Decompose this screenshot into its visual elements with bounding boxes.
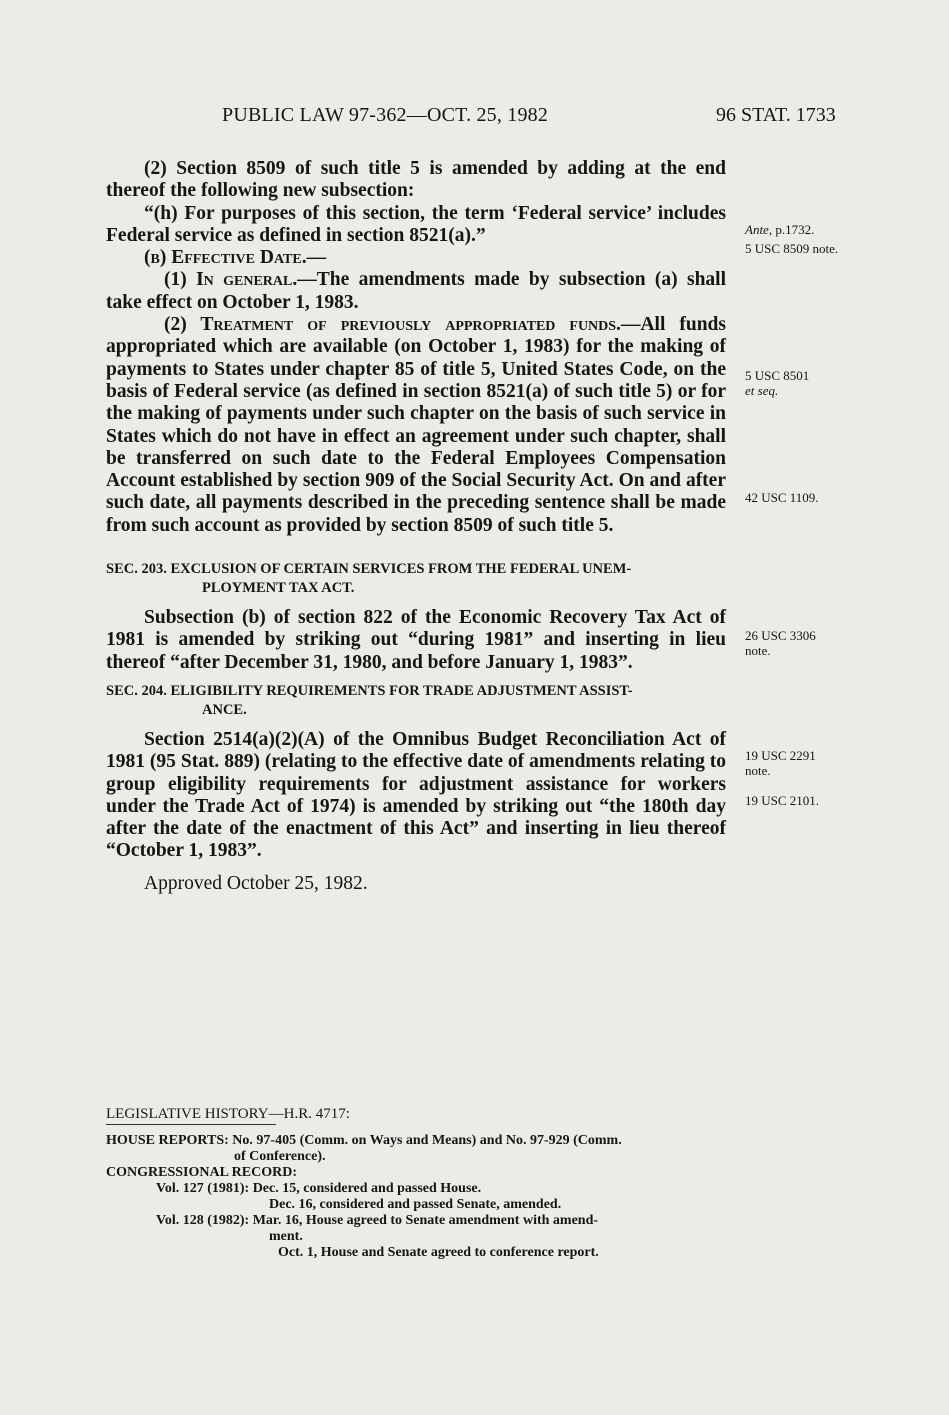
section-204 xyxy=(106,682,726,895)
margin-note-ante xyxy=(745,222,814,237)
section-203-text: Subsection (b) of section 822 of the Economic Recovery Tax Act of 1981 is amended by striking out “during 1981” and inserting in lieu thereof “after December 31, 1980, and before January 1, 1983”. xyxy=(106,607,726,673)
running-header-title: PUBLIC LAW 97-362—OCT. 25, 1982 xyxy=(222,104,549,126)
section-204-heading xyxy=(106,682,726,720)
treatment-funds-text: —All funds appropriated which are available (on October 1, 1983) for the making of payments to States under chapter 85 of title 5, United States Code, on the basis of Federal service (as defined in section 8521(a) of such title 5) or for the making of payments under such chapter on the basis of such service in States which do not have in effect an agreement under such chapter, shall be transferred on such date to the Federal Employees Compensation Account established by section 909 of the Social Security Act. On and after such date, all payments described in the preceding sentence shall be made from such account as provided by section 8509 of such title 5. xyxy=(106,314,726,536)
margin-note-5usc8501: 5 USC 8501 xyxy=(745,368,810,383)
section-203 xyxy=(106,560,726,674)
vol-128-line-3: Oct. 1, House and Senate agreed to conference report. xyxy=(278,1245,599,1260)
running-header-page-number: 96 STAT. 1733 xyxy=(716,104,836,126)
legislative-history xyxy=(106,1106,726,1261)
section-204-text: Section 2514(a)(2)(A) of the Omnibus Budget Reconciliation Act of 1981 (95 Stat. 889) (relating to the effective date of amendments relating to group eligibility requirements for adjustment assistance for workers under the Trade Act of 1974) is amended by striking out “the 180th day after the date of the enactment of this Act” and inserting in lieu thereof “October 1, 1983”. xyxy=(106,729,726,862)
margin-note-19usc2101: 19 USC 2101. xyxy=(745,793,820,808)
approval-date: Approved October 25, 1982. xyxy=(144,872,368,894)
congressional-record-heading: CONGRESSIONAL RECORD: xyxy=(106,1165,297,1180)
margin-note-42usc1109: 42 USC 1109. xyxy=(745,490,819,505)
paragraph-effective-date-heading: (b) Effective Date.— xyxy=(144,247,327,269)
margin-note-26usc3306: 26 USC 3306 xyxy=(745,628,816,643)
house-reports-line-1: HOUSE REPORTS: No. 97-405 (Comm. on Ways and Means) and No. 97-929 (Comm. xyxy=(106,1133,622,1148)
treatment-funds-label: (2) Treatment of previously appropriated funds. xyxy=(164,314,621,336)
section-203-heading xyxy=(106,560,726,598)
legislative-history-rule xyxy=(106,1124,276,1125)
in-general-text: —The amendments made by subsection (a) shall take effect on October 1, 1983. xyxy=(106,269,726,313)
paragraph-in-general xyxy=(106,269,726,314)
legislative-history-title: LEGISLATIVE HISTORY—H.R. 4717: xyxy=(106,1106,350,1122)
section-203-heading-line-2: PLOYMENT TAX ACT. xyxy=(202,580,355,596)
in-general-label: (1) In general. xyxy=(164,269,298,291)
paragraph-amendment-8509: (2) Section 8509 of such title 5 is amended by adding at the end thereof the following new subsection: xyxy=(106,158,726,202)
house-reports-line-2: of Conference). xyxy=(234,1149,326,1164)
margin-note-19usc2291: 19 USC 2291 xyxy=(745,748,816,763)
vol-128-line-1: Vol. 128 (1982): Mar. 16, House agreed to Senate amendment with amend- xyxy=(156,1213,599,1228)
margin-note-ante-italic: Ante, xyxy=(745,222,773,237)
paragraph-treatment-of-funds xyxy=(106,314,726,537)
section-204-heading-line-1: SEC. 204. ELIGIBILITY REQUIREMENTS FOR TRADE ADJUSTMENT ASSIST- xyxy=(106,683,633,699)
vol-128-line-2: ment. xyxy=(269,1229,303,1244)
body-section-202-continued xyxy=(106,158,726,537)
section-203-heading-line-1: SEC. 203. EXCLUSION OF CERTAIN SERVICES FROM THE FEDERAL UNEM- xyxy=(106,561,632,577)
vol-127-line-1: Vol. 127 (1981): Dec. 15, considered and passed House. xyxy=(156,1181,482,1196)
margin-note-et-seq: et seq. xyxy=(745,383,779,398)
margin-note-26usc3306-note: note. xyxy=(745,643,771,658)
vol-127-line-2: Dec. 16, considered and passed Senate, amended. xyxy=(269,1197,562,1212)
margin-note-ante-page: p.1732. xyxy=(772,222,815,237)
margin-note-5usc8509: 5 USC 8509 note. xyxy=(745,241,839,256)
paragraph-subsection-h: “(h) For purposes of this section, the term ‘Federal service’ includes Federal service as defined in section 8521(a).” xyxy=(106,202,726,246)
section-204-heading-line-2: ANCE. xyxy=(202,702,247,718)
margin-note-19usc2291-note: note. xyxy=(745,763,771,778)
